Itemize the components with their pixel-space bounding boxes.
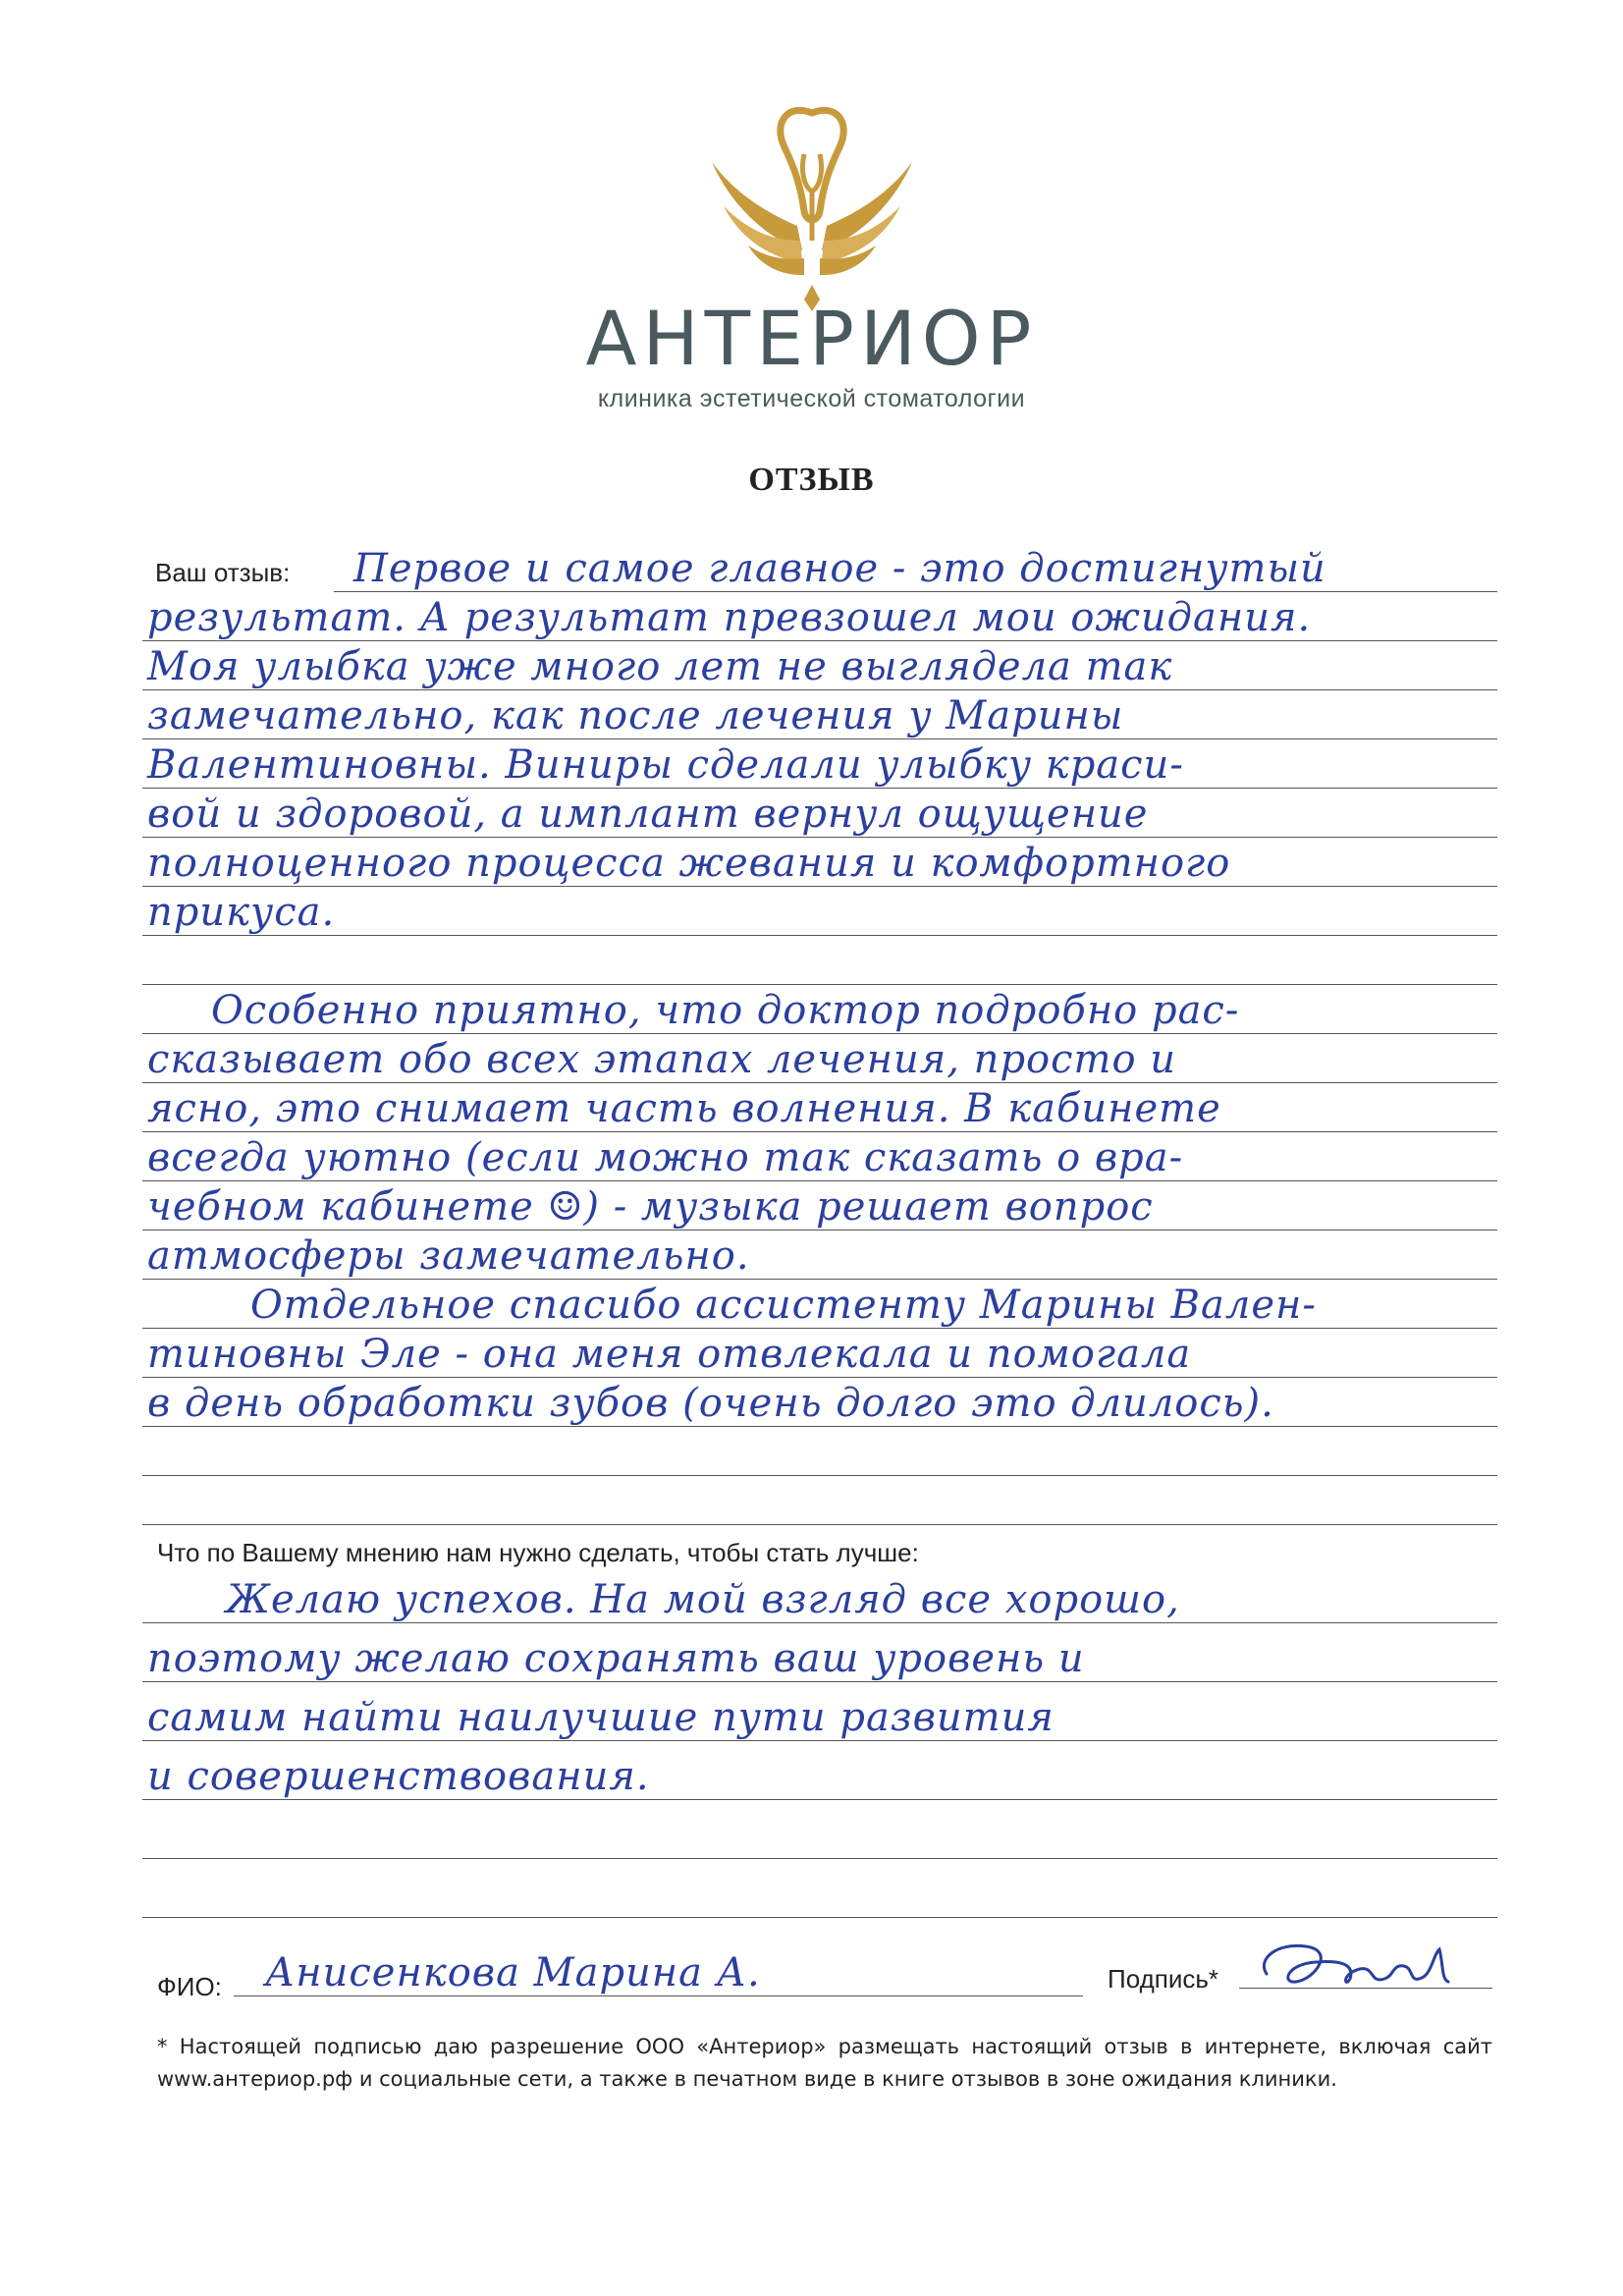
clinic-logo xyxy=(0,93,1623,319)
review-line: тиновны Эле - она меня отвлекала и помогала xyxy=(147,1332,1192,1377)
review-rule-12 xyxy=(142,1131,1497,1132)
review-rule-5 xyxy=(142,788,1497,789)
review-rule-20 xyxy=(142,1524,1497,1525)
review-rule-13 xyxy=(142,1180,1497,1181)
improve-rule-4 xyxy=(142,1799,1497,1800)
review-line: прикуса. xyxy=(147,890,336,935)
review-rule-3 xyxy=(142,689,1497,690)
review-rule-17 xyxy=(142,1377,1497,1378)
review-line: Моя улыбка уже много лет не выглядела так xyxy=(147,644,1173,689)
review-rule-11 xyxy=(142,1082,1497,1083)
review-line: вой и здоровой, а имплант вернул ощущение xyxy=(147,792,1149,837)
review-line: Особенно приятно, что доктор подробно рас- xyxy=(211,988,1240,1033)
review-rule-16 xyxy=(142,1328,1497,1329)
review-rule-7 xyxy=(142,886,1497,887)
review-line: Отдельное спасибо ассистенту Марины Вален- xyxy=(250,1283,1317,1328)
review-rule-19 xyxy=(142,1475,1497,1476)
improve-label: Что по Вашему мнению нам нужно сделать, чтобы стать лучше: xyxy=(157,1538,919,1567)
improve-line: самим найти наилучшие пути развития xyxy=(147,1695,1055,1740)
review-line: в день обработки зубов (очень долго это длилось). xyxy=(147,1381,1274,1426)
tooth-wings-logo-icon xyxy=(694,93,930,319)
review-line: сказывает обо всех этапах лечения, просто и xyxy=(147,1037,1177,1082)
improve-rule-3 xyxy=(142,1740,1497,1741)
review-line: результат. А результат превзошел мои ожидания. xyxy=(147,595,1312,640)
consent-footnote: * Настоящей подписью даю разрешение ООО «Антериор» размещать настоящий отзыв в интернете, включая сайт www.антериор.рф и социальные сети, а также в печатном виде в книге отзывов в зоне ожидания клиники. xyxy=(157,2035,1492,2091)
review-line: чебном кабинете ☺) - музыка решает вопрос xyxy=(147,1184,1154,1230)
review-label: Ваш отзыв: xyxy=(155,558,291,587)
review-line: атмосферы замечательно. xyxy=(147,1233,750,1279)
review-rule-2 xyxy=(142,640,1497,641)
review-rule-1 xyxy=(334,591,1497,592)
document-title: ОТЗЫВ xyxy=(748,462,875,498)
review-line: ясно, это снимает часть волнения. В кабинете xyxy=(147,1086,1221,1131)
review-rule-18 xyxy=(142,1426,1497,1427)
fio-label: ФИО: xyxy=(157,1972,222,2001)
fio-rule xyxy=(234,1995,1083,1996)
improve-rule-2 xyxy=(142,1681,1497,1682)
review-rule-6 xyxy=(142,837,1497,838)
improve-rule-1 xyxy=(142,1622,1497,1623)
improve-rule-6 xyxy=(142,1917,1497,1918)
improve-line: и совершенствования. xyxy=(147,1754,650,1799)
review-line: замечательно, как после лечения у Марины xyxy=(147,693,1124,738)
brand-name: АНТЕРИОР xyxy=(585,295,1038,382)
review-line: Первое и самое главное - это достигнутый xyxy=(353,546,1326,591)
signature-label: Подпись* xyxy=(1108,1964,1219,1994)
review-rule-9 xyxy=(142,984,1497,985)
improve-line: поэтому желаю сохранять ваш уровень и xyxy=(147,1636,1085,1681)
signature-scribble-icon xyxy=(1247,1935,1463,2003)
brand-subtitle: клиника эстетической стоматологии xyxy=(597,385,1026,412)
fio-value: Анисенкова Марина А. xyxy=(265,1950,761,1995)
improve-line: Желаю успехов. На мой взгляд все хорошо, xyxy=(226,1577,1180,1622)
review-rule-15 xyxy=(142,1279,1497,1280)
review-line: всегда уютно (если можно так сказать о вра- xyxy=(147,1135,1184,1180)
review-line: полноценного процесса жевания и комфортного xyxy=(147,841,1231,886)
review-rule-10 xyxy=(142,1033,1497,1034)
improve-rule-5 xyxy=(142,1858,1497,1859)
review-rule-8 xyxy=(142,935,1497,936)
review-rule-4 xyxy=(142,738,1497,739)
review-line: Валентиновны. Виниры сделали улыбку краси- xyxy=(147,742,1184,788)
